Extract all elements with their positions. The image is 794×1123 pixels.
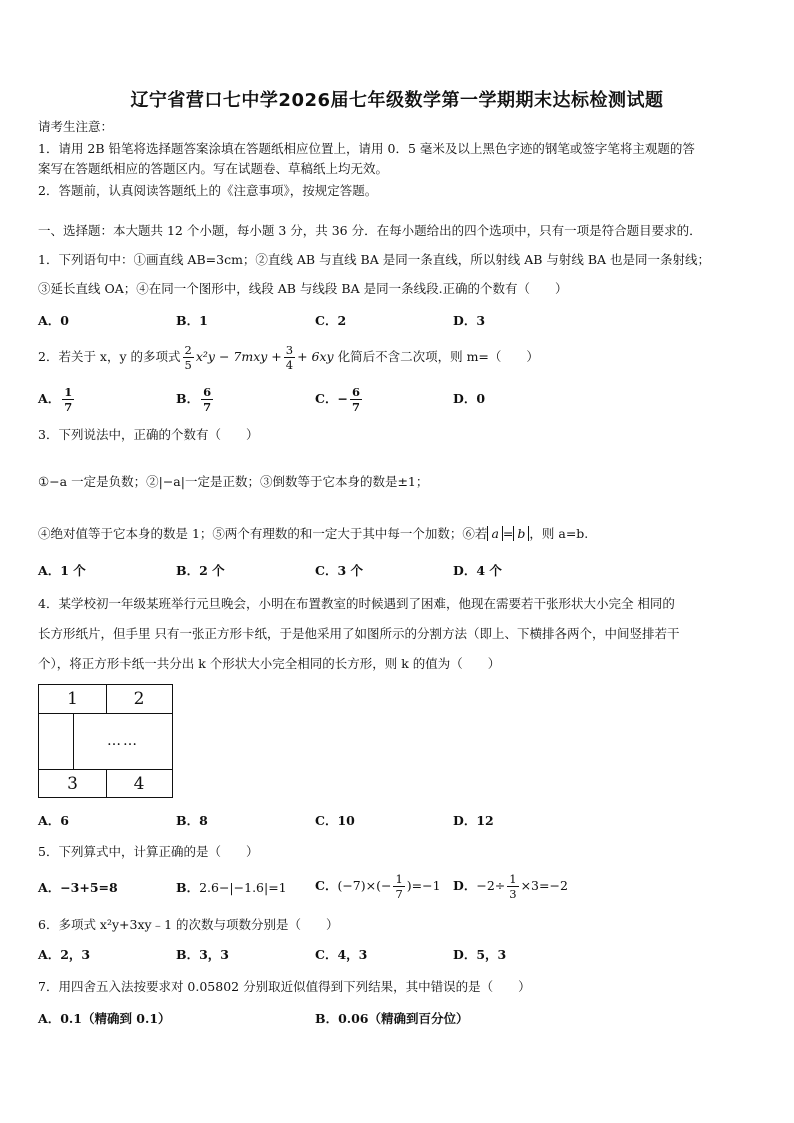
q5-option-c: C．(−7)×(− $\frac{1}{7}$ )=−1 [315,872,441,901]
q4-line3: 个），将正方形卡纸一共分出 k 个形状大小完全相同的长方形，则 k 的值为（ ） [38,656,501,671]
page-title: 辽宁省营口七中学2026届七年级数学第一学期期末达标检测试题 [130,90,664,111]
notice-line2: 2．答题前，认真阅读答题纸上的《注意事项》，按规定答题。 [38,183,378,198]
q4-grid-label-3: 3 [67,773,78,794]
q1-option-a: A．0 [38,313,69,328]
q4-option-c: C．10 [315,813,355,828]
q4-option-d: D．12 [453,813,494,828]
q5-option-a: A．−3+5=8 [38,880,118,895]
q2-fraction-1: $\frac{2}{5}$ [184,343,192,372]
q2-option-c: C．− $\frac{6}{7}$ [315,385,360,414]
q4-grid-label-2: 2 [133,689,145,709]
q2-option-a: A． $\frac{1}{7}$ [38,385,73,414]
q4-grid-ellipsis: …… [107,733,139,749]
q4-line1: 4．某学校初一年级某班举行元旦晚会，小明在布置教室的时候遇到了困难，他现在需要若干张形状大小完全 相同的 [38,596,675,611]
q6-option-c: C．4，3 [315,947,368,962]
q2-option-b: B． $\frac{6}{7}$ [176,385,212,414]
q1-option-b: B．1 [176,313,208,328]
q4-option-a: A．6 [38,813,69,828]
q3-option-d: D．4 个 [453,563,502,578]
q1-option-c: C．2 [315,313,347,328]
q2-option-d: D．0 [453,391,486,406]
notice-heading: 请考生注意： [38,119,114,134]
q7-stem: 7．用四舍五入法按要求对 0.05802 分别取近似值得到下列结果，其中错误的是（ ） [38,979,531,994]
notice-line1b: 案写在答题纸相应的答题区内。写在试题卷、草稿纸上均无效。 [38,161,389,176]
q3-option-a: A．1 个 [38,563,86,578]
q3-option-b: B．2 个 [176,563,225,578]
q3-abs-a: a [487,526,502,541]
q3-stem: 3．下列说法中，正确的个数有（ ） [38,427,259,442]
q4-grid-label-1: 1 [67,689,78,709]
q2-stem [38,342,539,372]
q2-prefix: 2．若关于 x，y 的多项式 [38,349,181,364]
q7-option-a: A．0.1（精确到 0.1） [38,1011,171,1026]
q1-option-d: D．3 [453,313,486,328]
q1-line1: 1．下列语句中：①画直线 AB=3cm；②直线 AB 与直线 BA 是同一条直线，所以射线 AB 与射线 BA 也是同一条射线； [38,252,711,267]
q6-option-d: D．5，3 [453,947,507,962]
q4-option-b: B．8 [176,813,208,828]
q4-line2: 长方形纸片，但手里 只有一张正方形卡纸，于是他采用了如图所示的分割方法（即上、下横排各两个，中间竖排若干 [38,626,680,641]
q3-abs-b: b [513,526,529,541]
q7-option-b: B．0.06（精确到百分位） [315,1011,469,1026]
q1-line2: ③延长直线 OA；④在同一个图形中，线段 AB 与线段 BA 是同一条线段.正确的个数有（ ） [38,281,568,296]
q5-option-d: D．−2÷ $\frac{1}{3}$ ×3=−2 [453,872,568,901]
q2-term-2: + 6xy [297,349,334,364]
q6-stem: 6．多项式 x²y+3xy﹣1 的次数与项数分别是（ ） [38,917,339,932]
q4-grid-label-4: 4 [133,773,145,794]
q4-square-diagram [38,684,173,798]
q2-term-1: x²y − 7mxy + [195,349,282,364]
q3-statements-2: ④绝对值等于它本身的数是 1；⑤两个有理数的和一定大于其中每一个加数；⑥若 a = b ，则 a=b. [38,526,589,541]
q2-fraction-2: $\frac{3}{4}$ [285,343,294,372]
q6-option-b: B．3，3 [176,947,229,962]
q3-option-c: C．3 个 [315,563,363,578]
q6-option-a: A．2，3 [38,947,91,962]
q3-statements-1: ①−a 一定是负数；②|−a|一定是正数；③倒数等于它本身的数是±1； [38,474,429,489]
q2-suffix: 化简后不含二次项，则 m=（ ） [337,349,539,364]
q5-stem: 5．下列算式中，计算正确的是（ ） [38,844,259,859]
q5-option-b: B．2.6−|−1.6|=1 [176,880,287,895]
notice-line1a: 1．请用 2B 铅笔将选择题答案涂填在答题纸相应位置上，请用 0．5 毫米及以上黑色字迹的钢笔或签字笔将主观题的答 [38,141,695,156]
section-one-heading: 一、选择题：本大题共 12 个小题，每小题 3 分，共 36 分．在每小题给出的四个选项中，只有一项是符合题目要求的． [38,223,702,238]
